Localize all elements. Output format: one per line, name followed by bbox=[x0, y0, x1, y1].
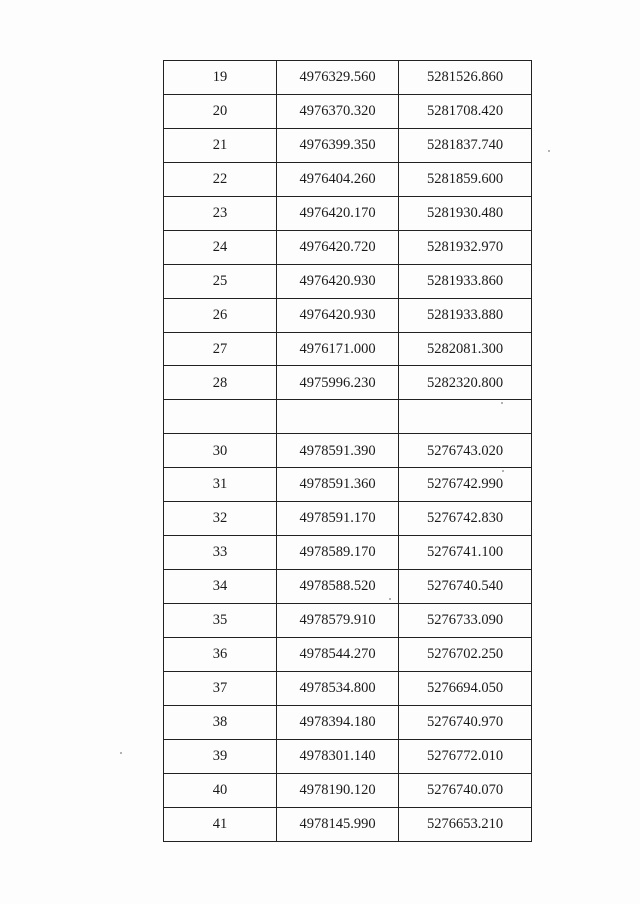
x-coordinate-cell: 4978534.800 bbox=[277, 671, 399, 705]
x-coordinate-cell: 4978579.910 bbox=[277, 604, 399, 638]
y-coordinate-cell: 5281933.860 bbox=[399, 264, 532, 298]
y-coordinate-cell: 5276740.540 bbox=[399, 570, 532, 604]
x-coordinate-cell: 4978591.170 bbox=[277, 502, 399, 536]
point-number-cell: 19 bbox=[164, 61, 277, 95]
point-number-cell: 33 bbox=[164, 536, 277, 570]
y-coordinate-cell: 5281526.860 bbox=[399, 61, 532, 95]
y-coordinate-cell: 5281930.480 bbox=[399, 196, 532, 230]
x-coordinate-cell bbox=[277, 400, 399, 434]
y-coordinate-cell: 5276733.090 bbox=[399, 604, 532, 638]
table-row bbox=[164, 671, 532, 705]
point-number-cell: 37 bbox=[164, 671, 277, 705]
x-coordinate-cell: 4975996.230 bbox=[277, 366, 399, 400]
x-coordinate-cell: 4978394.180 bbox=[277, 705, 399, 739]
x-coordinate-cell: 4976370.320 bbox=[277, 94, 399, 128]
y-coordinate-cell: 5281837.740 bbox=[399, 128, 532, 162]
point-number-cell: 39 bbox=[164, 739, 277, 773]
y-coordinate-cell: 5282320.800 bbox=[399, 366, 532, 400]
y-coordinate-cell: 5276741.100 bbox=[399, 536, 532, 570]
x-coordinate-cell: 4978588.520 bbox=[277, 570, 399, 604]
point-number-cell: 27 bbox=[164, 332, 277, 366]
point-number-cell: 25 bbox=[164, 264, 277, 298]
point-number-cell: 32 bbox=[164, 502, 277, 536]
x-coordinate-cell: 4978301.140 bbox=[277, 739, 399, 773]
x-coordinate-cell: 4978544.270 bbox=[277, 637, 399, 671]
table-row bbox=[164, 230, 532, 264]
table-row bbox=[164, 739, 532, 773]
point-number-cell: 36 bbox=[164, 637, 277, 671]
table-row bbox=[164, 61, 532, 95]
point-number-cell: 31 bbox=[164, 468, 277, 502]
x-coordinate-cell: 4976171.000 bbox=[277, 332, 399, 366]
x-coordinate-cell: 4976420.170 bbox=[277, 196, 399, 230]
x-coordinate-cell: 4976399.350 bbox=[277, 128, 399, 162]
point-number-cell: 26 bbox=[164, 298, 277, 332]
x-coordinate-cell: 4978190.120 bbox=[277, 773, 399, 807]
scan-speck bbox=[501, 402, 503, 404]
point-number-cell: 22 bbox=[164, 162, 277, 196]
x-coordinate-cell: 4978591.360 bbox=[277, 468, 399, 502]
point-number-cell: 28 bbox=[164, 366, 277, 400]
y-coordinate-cell: 5276742.990 bbox=[399, 468, 532, 502]
x-coordinate-cell: 4978145.990 bbox=[277, 807, 399, 841]
table-row bbox=[164, 298, 532, 332]
y-coordinate-cell: 5281708.420 bbox=[399, 94, 532, 128]
scan-speck bbox=[389, 598, 391, 600]
table-row bbox=[164, 468, 532, 502]
table-row bbox=[164, 332, 532, 366]
point-number-cell: 41 bbox=[164, 807, 277, 841]
coordinate-table bbox=[163, 60, 532, 842]
scan-speck bbox=[120, 752, 122, 754]
point-number-cell: 20 bbox=[164, 94, 277, 128]
scan-speck bbox=[548, 150, 550, 152]
coordinate-table-body bbox=[164, 61, 532, 842]
table-row bbox=[164, 162, 532, 196]
y-coordinate-cell bbox=[399, 400, 532, 434]
y-coordinate-cell: 5276694.050 bbox=[399, 671, 532, 705]
table-row bbox=[164, 705, 532, 739]
table-row bbox=[164, 94, 532, 128]
y-coordinate-cell: 5276702.250 bbox=[399, 637, 532, 671]
point-number-cell: 30 bbox=[164, 434, 277, 468]
table-row bbox=[164, 637, 532, 671]
table-row bbox=[164, 536, 532, 570]
y-coordinate-cell: 5276743.020 bbox=[399, 434, 532, 468]
y-coordinate-cell: 5281859.600 bbox=[399, 162, 532, 196]
point-number-cell: 40 bbox=[164, 773, 277, 807]
point-number-cell: 21 bbox=[164, 128, 277, 162]
table-row bbox=[164, 502, 532, 536]
table-row bbox=[164, 264, 532, 298]
table-row bbox=[164, 196, 532, 230]
y-coordinate-cell: 5276740.970 bbox=[399, 705, 532, 739]
point-number-cell: 34 bbox=[164, 570, 277, 604]
x-coordinate-cell: 4978589.170 bbox=[277, 536, 399, 570]
table-row bbox=[164, 128, 532, 162]
point-number-cell: 23 bbox=[164, 196, 277, 230]
scan-speck bbox=[502, 470, 504, 472]
y-coordinate-cell: 5276742.830 bbox=[399, 502, 532, 536]
table-row bbox=[164, 366, 532, 400]
x-coordinate-cell: 4976420.720 bbox=[277, 230, 399, 264]
x-coordinate-cell: 4976420.930 bbox=[277, 298, 399, 332]
y-coordinate-cell: 5281932.970 bbox=[399, 230, 532, 264]
x-coordinate-cell: 4976420.930 bbox=[277, 264, 399, 298]
y-coordinate-cell: 5276772.010 bbox=[399, 739, 532, 773]
x-coordinate-cell: 4978591.390 bbox=[277, 434, 399, 468]
table-row bbox=[164, 807, 532, 841]
table-row bbox=[164, 434, 532, 468]
y-coordinate-cell: 5276653.210 bbox=[399, 807, 532, 841]
table-row bbox=[164, 400, 532, 434]
y-coordinate-cell: 5281933.880 bbox=[399, 298, 532, 332]
table-row bbox=[164, 773, 532, 807]
y-coordinate-cell: 5282081.300 bbox=[399, 332, 532, 366]
table-row bbox=[164, 570, 532, 604]
point-number-cell: 35 bbox=[164, 604, 277, 638]
point-number-cell bbox=[164, 400, 277, 434]
table-row bbox=[164, 604, 532, 638]
point-number-cell: 24 bbox=[164, 230, 277, 264]
x-coordinate-cell: 4976404.260 bbox=[277, 162, 399, 196]
point-number-cell: 38 bbox=[164, 705, 277, 739]
y-coordinate-cell: 5276740.070 bbox=[399, 773, 532, 807]
x-coordinate-cell: 4976329.560 bbox=[277, 61, 399, 95]
